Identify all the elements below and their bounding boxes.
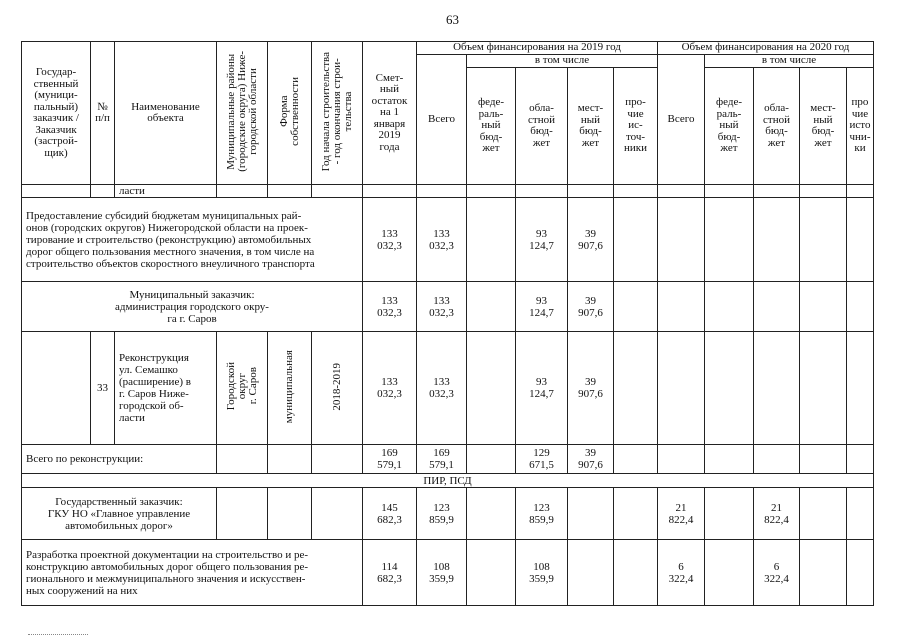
municipal-total: 133 032,3 bbox=[417, 282, 467, 332]
header-local-2020: мест- ный бюд- жет bbox=[800, 68, 847, 185]
header-federal-2020: феде- раль- ный бюд- жет bbox=[705, 68, 754, 185]
subsidy-total: 133 032,3 bbox=[417, 198, 467, 282]
table-row bbox=[22, 282, 874, 332]
item33-local: 39 907,6 bbox=[568, 332, 614, 445]
footnote-rule bbox=[28, 634, 88, 635]
continuation-text: ласти bbox=[115, 185, 217, 198]
gku-remainder: 145 682,3 bbox=[363, 488, 417, 540]
table-row bbox=[22, 445, 874, 474]
header-total-2019: Всего bbox=[417, 55, 467, 185]
header-total-2020: Всего bbox=[658, 55, 705, 185]
total-recon-regional: 129 671,5 bbox=[516, 445, 568, 474]
header-name: Наименование объекта bbox=[115, 42, 217, 185]
header-incl-2020: в том числе bbox=[705, 55, 874, 68]
header-local-2019: мест- ный бюд- жет bbox=[568, 68, 614, 185]
header-districts: Муниципальные районы (городские округа) Ниже- городской области bbox=[217, 42, 268, 185]
header-regional-2019: обла- стной бюд- жет bbox=[516, 68, 568, 185]
header-other-2019: про- чие ис- точ- ники bbox=[614, 68, 658, 185]
item33-num: 33 bbox=[91, 332, 115, 445]
total-recon-total: 169 579,1 bbox=[417, 445, 467, 474]
total-recon-remainder: 169 579,1 bbox=[363, 445, 417, 474]
gku-regional-2020: 21 822,4 bbox=[754, 488, 800, 540]
item33-ownership: муниципальная bbox=[268, 332, 312, 445]
design-total-2020: 6 322,4 bbox=[658, 540, 705, 606]
design-regional: 108 359,9 bbox=[516, 540, 568, 606]
item33-years: 2018-2019 bbox=[312, 332, 363, 445]
total-recon-local: 39 907,6 bbox=[568, 445, 614, 474]
header-federal-2019: феде- раль- ный бюд- жет bbox=[467, 68, 516, 185]
table-row bbox=[22, 488, 874, 540]
item33-name: Реконструкция ул. Семашко (расширение) в г. Саров Ниже- городской об- ласти bbox=[115, 332, 217, 445]
section-title: ПИР, ПСД bbox=[22, 474, 874, 488]
subsidy-regional: 93 124,7 bbox=[516, 198, 568, 282]
design-regional-2020: 6 322,4 bbox=[754, 540, 800, 606]
header-customer: Государ- ственный (муници- пальный) заказчик / Заказчик (застрой- щик) bbox=[22, 42, 91, 185]
header-remainder: Смет- ный остаток на 1 января 2019 года bbox=[363, 42, 417, 185]
municipal-text: Муниципальный заказчик: администрация городского окру- га г. Саров bbox=[22, 282, 363, 332]
design-text: Разработка проектной документации на строительство и ре- конструкцию автомобильных дорог общего пользования ре- гионального и межмуниципального значения и искусствен- ных сооружений на них bbox=[22, 540, 363, 606]
design-remainder: 114 682,3 bbox=[363, 540, 417, 606]
gku-total-2020: 21 822,4 bbox=[658, 488, 705, 540]
header-other-2020: про чие исто чни- ки bbox=[847, 68, 874, 185]
page-number: 63 bbox=[446, 12, 459, 27]
header-fin-2019: Объем финансирования на 2019 год bbox=[417, 42, 658, 55]
table-row bbox=[22, 540, 874, 606]
design-total: 108 359,9 bbox=[417, 540, 467, 606]
item33-remainder: 133 032,3 bbox=[363, 332, 417, 445]
header-regional-2020: обла- стной бюд- жет bbox=[754, 68, 800, 185]
item33-regional: 93 124,7 bbox=[516, 332, 568, 445]
municipal-local: 39 907,6 bbox=[568, 282, 614, 332]
table-row bbox=[22, 198, 874, 282]
gku-total: 123 859,9 bbox=[417, 488, 467, 540]
item33-total: 133 032,3 bbox=[417, 332, 467, 445]
gku-regional: 123 859,9 bbox=[516, 488, 568, 540]
header-ownership: Форма собственности bbox=[268, 42, 312, 185]
header-years: Год начала строительства - год окончания строи- тельства bbox=[312, 42, 363, 185]
municipal-remainder: 133 032,3 bbox=[363, 282, 417, 332]
financing-table bbox=[21, 41, 874, 606]
subsidy-remainder: 133 032,3 bbox=[363, 198, 417, 282]
subsidy-text: Предоставление субсидий бюджетам муниципальных рай- онов (городских округов) Нижегородской области на проек- тирование и строительство (реконструкцию) автомобильных дорог общего пользования местного значения, в том числе на строительство объектов скоростного внеуличного транспорта bbox=[22, 198, 363, 282]
municipal-regional: 93 124,7 bbox=[516, 282, 568, 332]
gku-text: Государственный заказчик: ГКУ НО «Главное управление автомобильных дорог» bbox=[22, 488, 217, 540]
header-incl-2019: в том числе bbox=[467, 55, 658, 68]
header-fin-2020: Объем финансирования на 2020 год bbox=[658, 42, 874, 55]
table-row bbox=[22, 332, 874, 445]
item33-district: Городской округ г. Саров bbox=[217, 332, 268, 445]
header-num: № п/п bbox=[91, 42, 115, 185]
subsidy-local: 39 907,6 bbox=[568, 198, 614, 282]
total-recon-text: Всего по реконструкции: bbox=[22, 445, 217, 474]
